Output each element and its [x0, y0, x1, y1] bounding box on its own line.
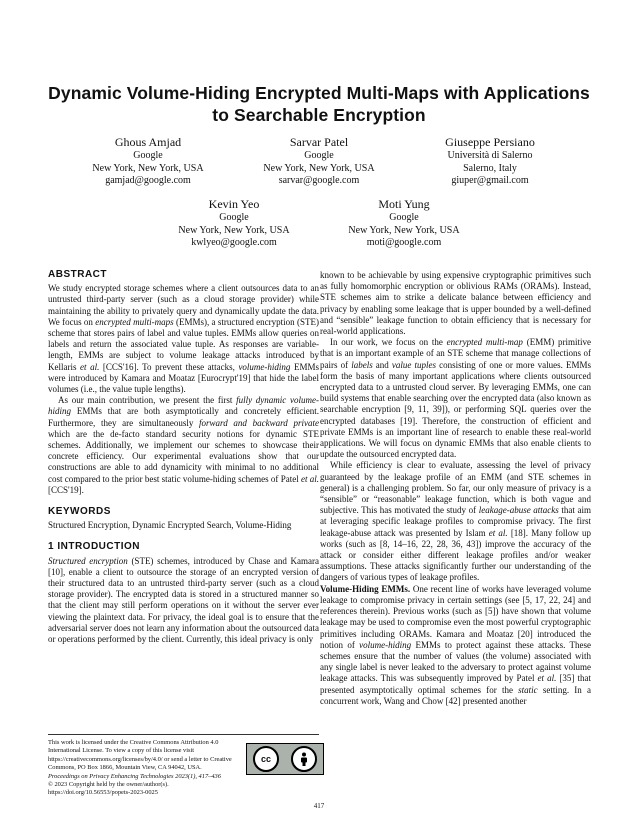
right-column — [320, 270, 591, 707]
author-location: New York, New York, USA — [178, 224, 290, 236]
author-affiliation: Google — [304, 150, 334, 161]
author-block — [149, 197, 319, 250]
body-paragraph: Volume-Hiding EMMs. One recent line of works have leveraged volume leakage to compromise privacy in certain settings (see [5, 17, 22, 24] and references therein). Previous works (such as [5]) have shown that volume leakage may be used to compromise even the most powerful cryptographic primitives including ORAMs. Kamara and Moataz [20] introduced the notion of volume-hiding EMMs to protect against these attacks. These schemes ensure that the number of values (the volume) associated with any single label is never leaked to the adversary to protect against volume leakage attacks. This was subsequently improved by Patel et al. [35] that presented asymptotically optimal schemes for the static setting. In a concurrent work, Wang and Chow [42] presented another — [320, 583, 591, 706]
license-text: This work is licensed under the Creative Commons Attribution 4.0 International License. To view a copy of this license visit https://creativecommons.org/licenses/by/4.0/ or send a letter to Creative Commons, PO Box 1866, Mountain View, CA 94042, USA. — [48, 739, 232, 772]
author-block — [63, 135, 233, 188]
author-name: Kevin Yeo — [208, 197, 260, 211]
author-name: Moti Yung — [378, 197, 430, 211]
author-location: New York, New York, USA — [348, 224, 460, 236]
license-footnote — [48, 734, 319, 798]
author-email: giuper@gmail.com — [451, 175, 529, 186]
abstract-heading: ABSTRACT — [48, 269, 107, 280]
cc-icon: cc — [253, 746, 279, 772]
author-affiliation: Università di Salerno — [447, 150, 533, 161]
author-block — [234, 135, 404, 188]
author-affiliation: Google — [133, 150, 163, 161]
author-affiliation: Google — [389, 212, 419, 223]
page-number: 417 — [313, 802, 325, 810]
keywords-text: Structured Encryption, Dynamic Encrypted Search, Volume-Hiding — [48, 520, 292, 531]
doi-link[interactable]: https://doi.org/10.56553/popets-2023-0025 — [48, 789, 158, 797]
author-location: New York, New York, USA — [92, 162, 204, 174]
abstract-paragraph: We study encrypted storage schemes where a client outsources data to an untrusted third-party server (such as a cloud storage provider) while maintaining the ability to privately query and dynamically update the data. We focus on encrypted multi-maps (EMMs), a structured encryption (STE) scheme that stores pairs of label and value tuples. EMMs allow queries on labels and return the associated value tuple. As responses are variable-length, EMMs are subject to volume leakage attacks introduced by Kellaris et al. [CCS'16]. To prevent these attacks, volume-hiding EMMs were introduced by Kamara and Moataz [Eurocrypt'19] that hide the label volumes (i.e., the value tuple lengths). — [48, 283, 320, 395]
paper-title: Dynamic Volume-Hiding Encrypted Multi-Maps with Applications to Searchable Encryption — [48, 83, 590, 125]
author-name: Ghous Amjad — [114, 135, 182, 149]
keywords-heading: KEYWORDS — [48, 506, 111, 518]
intro-paragraph: Structured encryption (STE) schemes, introduced by Chase and Kamara [10], enable a client to outsource the storage of an encrypted version of their structured data to an untrusted third-party server (such as a cloud storage provider). The encrypted data is stored in a structured manner so that the client may still perform operations on it without the server ever viewing the plaintext data. For privacy, the ideal goal is to ensure that the adversarial server does not learn any information about the outsourced data or operations performed by the client. Currently, this ideal privacy is only — [48, 555, 319, 645]
author-email: gamjad@google.com — [105, 175, 191, 186]
copyright-line: © 2023 Copyright held by the owner/author(s). — [48, 781, 169, 789]
author-email: sarvar@google.com — [278, 175, 360, 186]
author-block — [319, 197, 489, 250]
body-paragraph: While efficiency is clear to evaluate, assessing the level of privacy guaranteed by the leakage profile of an EMM (and STE schemes in general) is a challenging problem. So far, our only measure of privacy is a “sensible” or “reasonable” leakage function, which is both vague and subjective. This has motivated the study of leakage-abuse attacks that aim at leveraging specific leakage profiles to compromise privacy. The first leakage-abuse attack was presented by Islam et al. [18]. Many follow up works (such as [8, 14–16, 22, 28, 36, 43]) improve the accuracy of the attack or consider either different leakage profiles and/or weaker assumptions. These attacks significantly further our understanding of the dangers of various types of leakage profiles. — [320, 460, 591, 583]
section-heading: 1 INTRODUCTION — [48, 541, 140, 553]
author-affiliation: Google — [219, 212, 249, 223]
author-location: Salerno, Italy — [463, 162, 517, 174]
abstract-paragraph: As our main contribution, we present the first fully dynamic volume-hiding EMMs that are both asymptotically and concretely efficient. Furthermore, they are simultaneously forward and backward private which are the de-facto standard security notions for dynamic STE schemes. Additionally, we implement our schemes to showcase their concrete efficiency. Our experimental evaluations show that our constructions are able to add dynamicity with minimal to no additional cost compared to the prior best static volume-hiding schemes of Patel et al. [CCS'19]. — [48, 395, 320, 495]
body-paragraph: In our work, we focus on the encrypted multi-map (EMM) primitive that is an important example of an STE scheme that manage collections of pairs of labels and value tuples consisting of one or more values. EMMs form the basis of many important applications where clients outsourced encrypted data to a untrusted cloud server. By leveraging EMMs, one can build systems that enable searching over the encrypted data (also known as searchable encryption [9, 11, 39]), or performing SQL queries over the encrypted databases [19]. Therefore, the construction of efficient and private EMMs is an important line of research to enable these real-world applications. We will focus on dynamic EMMs that also enable clients to update the outsourced encrypted data. — [320, 337, 591, 460]
author-name: Giuseppe Persiano — [445, 135, 535, 149]
left-column — [48, 269, 319, 645]
body-paragraph: known to be achievable by using expensive cryptographic primitives such as fully homomorphic encryption or oblivious RAMs (ORAMs). Instead, STE schemes aim to strike a delicate balance between efficiency and privacy by enabling some leakage that is upper bounded by a well-defined and “sensible” leakage function to obtain efficiency that is necessary for real-world applications. — [320, 270, 591, 337]
proceedings-line: Proceedings on Privacy Enhancing Technologies 2023(1), 417–436 — [48, 772, 221, 780]
author-email: moti@google.com — [366, 237, 442, 248]
cc-by-badge — [246, 743, 324, 775]
person-icon — [298, 752, 310, 766]
by-icon — [291, 746, 317, 772]
author-block — [405, 135, 575, 188]
author-email: kwlyeo@google.com — [191, 237, 277, 248]
author-location: New York, New York, USA — [263, 162, 375, 174]
author-name: Sarvar Patel — [289, 135, 349, 149]
